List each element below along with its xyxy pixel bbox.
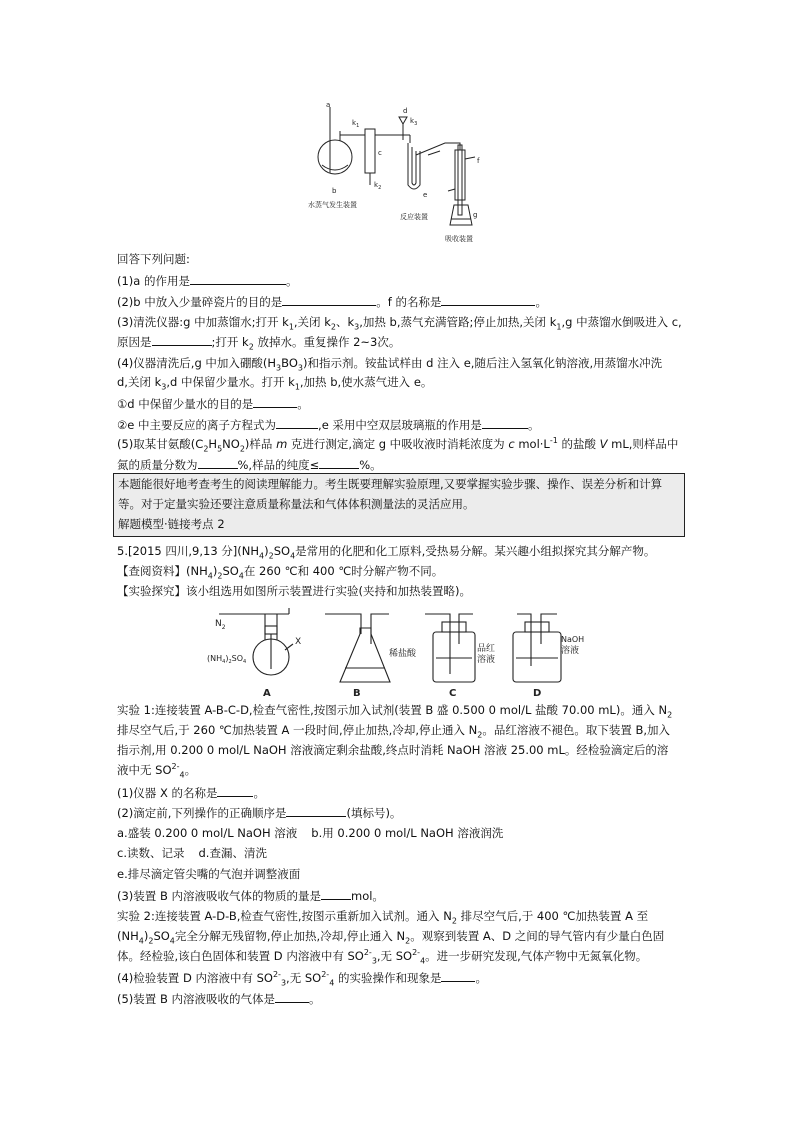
problem-5-info: 【查阅资料】$(NH_4)_2SO_4$在 260 ℃和 400 ℃时分解产物不同。 <box>117 564 444 581</box>
label-D: D <box>533 688 542 699</box>
exp1-line-3: 指示剂,用 0.200 0 mol/L NaOH 溶液滴定剩余盐酸,终点时消耗 NaOH 溶液 25.00 mL。经检验滴定后的溶 <box>117 743 669 757</box>
note-line-3: 解题模型·链接考点 2 <box>118 517 225 531</box>
exp1-question-2: (2)滴定前,下列操作的正确顺序是 (填标号)。 <box>117 806 402 820</box>
exp1-options-ab: a.盛装 0.200 0 mol/L NaOH 溶液 b.用 0.200 0 mol/L NaOH 溶液润洗 <box>117 826 504 840</box>
label-B: B <box>353 688 361 699</box>
label-x: X <box>295 637 302 647</box>
exp2-question-5: (5)装置 B 内溶液吸收的气体是 。 <box>117 992 321 1006</box>
exp2-line-2: $(NH_4)_2SO_4$完全分解无残留物,停止加热,冷却,停止通入 $N_2$。观察到装置 A、D 之间的导气管内有少量白色固 <box>117 929 665 946</box>
label-k1: $k_1$ <box>352 119 360 129</box>
apparatus-figure-2 <box>205 604 585 699</box>
label-c: c <box>378 149 382 157</box>
label-f: f <box>477 157 480 165</box>
exp1-option-e: e.排尽滴定管尖嘴的气泡并调整液面 <box>117 867 301 881</box>
analysis-note-box <box>113 473 685 537</box>
label-e: e <box>423 191 428 199</box>
question-3-line-2: 原因是 ;打开 $k_2$ 放掉水。重复操作 2~3次。 <box>117 335 401 352</box>
problem-5-heading: 5.[2015 四川,9,13 分]$(NH_4)_2SO_4$是常用的化肥和化工原料,受热易分解。某兴趣小组拟探究其分解产物。 <box>117 544 656 561</box>
label-C: C <box>449 688 457 699</box>
caption-steam: 水蒸气发生装置 <box>308 201 357 209</box>
label-naoh-2: 溶液 <box>561 646 580 656</box>
apparatus-figure-1 <box>300 95 500 247</box>
exp1-question-1: (1)仪器 X 的名称是 。 <box>117 786 265 800</box>
label-d: d <box>403 107 408 115</box>
problem-5-experiment: 【实验探究】该小组选用如图所示装置进行实验(夹持和加热装置略)。 <box>117 584 471 598</box>
question-1: (1)a 的作用是 。 <box>117 274 298 288</box>
exp2-line-1: 实验 2:连接装置 A-D-B,检查气密性,按图示重新加入试剂。通入 $N_2$ 排尽空气后,于 400 ℃加热装置 A 至 <box>117 909 649 926</box>
label-ammonium-sulfate: $(NH_4)_2SO_4$ <box>207 654 247 665</box>
label-b: b <box>332 187 337 195</box>
label-g: g <box>473 211 478 219</box>
exp1-options-cd: c.读数、记录 d.查漏、清洗 <box>117 846 267 860</box>
caption-reaction: 反应装置 <box>400 213 428 221</box>
exp1-line-4: 液中无 $SO^{2-}_4$。 <box>117 762 197 780</box>
label-A: A <box>263 688 271 699</box>
question-5-line-2: 氮的质量分数为 %,样品的纯度≤ %。 <box>117 458 382 472</box>
exp1-line-1: 实验 1:连接装置 A-B-C-D,检查气密性,按图示加入试剂(装置 B 盛 0.500 0 mol/L 盐酸 70.00 mL)。通入 $N_2$ <box>117 703 673 720</box>
intro-text: 回答下列问题: <box>117 252 190 266</box>
question-4-line-1: (4)仪器清洗后,g 中加入硼酸$(H_3BO_3)$和指示剂。铵盐试样由 d 注入 e,随后注入氢氧化钠溶液,用蒸馏水冲洗 <box>117 356 663 373</box>
exp2-line-3: 体。经检验,该白色固体和装置 D 内溶液中有 $SO^{2-}_3$,无 $SO^{2-}_4$。进一步研究发现,气体产物中无氮氧化物。 <box>117 948 648 966</box>
exp1-question-3: (3)装置 B 内溶液吸收气体的物质的量是 mol。 <box>117 889 384 903</box>
label-naoh-1: NaOH <box>561 635 585 644</box>
label-a: a <box>326 101 331 109</box>
label-k2: $k_2$ <box>374 181 382 191</box>
exp2-question-4: (4)检验装置 D 内溶液中有 $SO^{2-}_3$,无 $SO^{2-}_4$ 的实验操作和现象是 。 <box>117 970 487 988</box>
exp1-line-2: 排尽空气后,于 260 ℃加热装置 A 一段时间,停止加热,冷却,停止通入 $N_2$。品红溶液不褪色。取下装置 B,加入 <box>117 723 671 740</box>
label-k3: $k_3$ <box>410 117 418 127</box>
question-4-1: ①d 中保留少量水的目的是 。 <box>117 397 309 411</box>
question-3-line-1: (3)清洗仪器:g 中加蒸馏水;打开 $k_1$,关闭 $k_2$、$k_3$,加热 b,蒸气充满管路;停止加热,关闭 $k_1,g$ 中蒸馏水倒吸进入 c, <box>117 315 682 332</box>
label-pinred-1: 品红 <box>477 644 496 654</box>
question-2: (2)b 中放入少量碎瓷片的目的是 。f 的名称是 。 <box>117 295 547 309</box>
note-line-1: 本题能很好地考查考生的阅读理解能力。考生既要理解实验原理,又要掌握实验步骤、操作、误差分析和计算 <box>118 477 663 491</box>
caption-absorb: 吸收装置 <box>445 235 473 243</box>
note-line-2: 等。对于定量实验还要注意质量称量法和气体体积测量法的灵活应用。 <box>118 497 475 511</box>
question-5-line-1: (5)取某甘氨酸$(C_2H_5NO_2)$样品 m 克进行测定,滴定 g 中吸收液时消耗浓度为 c $mol\cdot L^{-1}$ 的盐酸 V mL,则样品中 <box>117 436 679 454</box>
question-4-line-2: d,关闭 $k_3,d$ 中保留少量水。打开 $k_1$,加热 b,使水蒸气进入 e。 <box>117 375 433 392</box>
label-n2: $N_2$ <box>215 619 226 631</box>
question-4-2: ②e 中主要反应的离子方程式为 ,e 采用中空双层玻璃瓶的作用是 。 <box>117 418 540 432</box>
label-pinred-2: 溶液 <box>477 655 496 665</box>
label-hcl: 稀盐酸 <box>389 649 417 659</box>
